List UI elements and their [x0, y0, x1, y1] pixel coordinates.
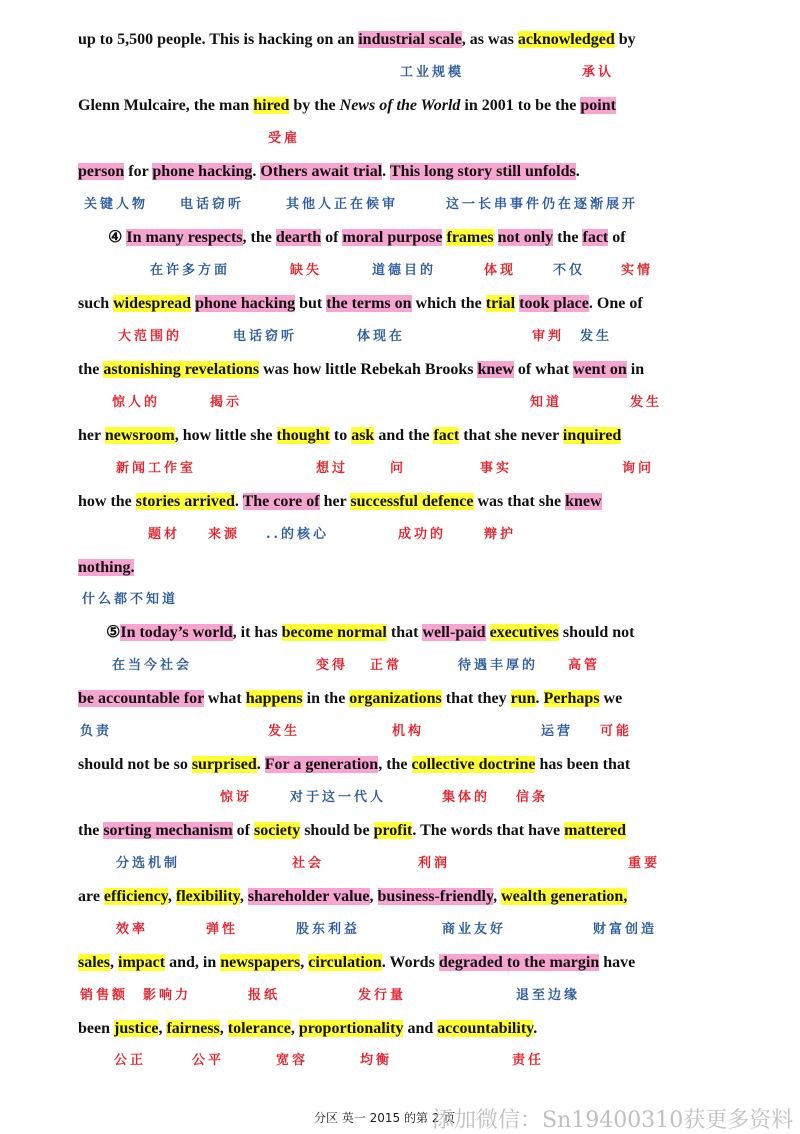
highlighted-phrase: degraded to the margin: [438, 954, 600, 971]
gloss-annotation: 惊人的: [112, 395, 161, 410]
gloss-annotation: 关键人物: [84, 197, 149, 212]
text-line: [78, 555, 778, 581]
gloss-annotation: 想过: [316, 461, 349, 476]
highlighted-phrase: took place: [519, 295, 589, 312]
gloss-annotation: 不仅: [553, 263, 586, 278]
gloss-annotation: 公正: [114, 1053, 147, 1068]
text-line: [78, 818, 778, 844]
text-run: ,: [493, 888, 502, 905]
highlighted-phrase: phone hacking: [195, 295, 296, 312]
highlighted-phrase: run: [510, 690, 536, 707]
gloss-annotation: 询问: [622, 461, 655, 476]
gloss-annotation: 影响力: [143, 988, 192, 1003]
highlighted-phrase: stories arrived: [135, 493, 235, 510]
gloss-annotation: 成功的: [398, 527, 447, 542]
text-run: .: [256, 756, 265, 773]
highlighted-phrase: trial: [485, 295, 516, 312]
text-run: in: [626, 361, 645, 378]
gloss-annotation: 可能: [600, 724, 633, 739]
gloss-annotation: 效率: [116, 922, 149, 937]
highlighted-phrase: In today’s world: [120, 624, 233, 641]
gloss-annotation: 在当今社会: [112, 658, 193, 673]
highlighted-phrase: wealth generation,: [501, 888, 628, 905]
gloss-annotation: ..的核心: [266, 527, 330, 542]
text-run: .: [382, 163, 390, 180]
text-run: ,: [369, 888, 378, 905]
text-line: [78, 93, 778, 119]
text-line: [78, 884, 778, 910]
gloss-annotation: 发生: [268, 724, 301, 739]
highlighted-phrase: mattered: [564, 822, 626, 839]
text-run: [486, 624, 490, 641]
text-run: the: [78, 822, 104, 839]
text-run: ,: [158, 1020, 167, 1037]
text-run: .: [252, 163, 261, 180]
gloss-annotation: 发生: [580, 329, 613, 344]
text-run: and, in: [165, 954, 221, 971]
highlighted-phrase: Perhaps: [543, 690, 600, 707]
text-run: ,: [167, 888, 176, 905]
highlighted-phrase: person: [78, 163, 125, 180]
text-run: . The words that have: [412, 822, 565, 839]
gloss-annotation: 这一长串事件仍在逐渐展开: [446, 197, 639, 212]
text-run: . One of: [588, 295, 643, 312]
text-run: , the: [378, 756, 412, 773]
text-run: ,: [219, 1020, 228, 1037]
gloss-annotation: 发生: [630, 395, 663, 410]
gloss-annotation: 待遇丰厚的: [458, 658, 539, 673]
highlighted-phrase: point: [580, 97, 616, 114]
text-run: ④: [108, 229, 127, 246]
highlighted-phrase: surprised: [191, 756, 257, 773]
text-line: [108, 225, 800, 251]
page-number-label: 分区 英一 2015 的第 2 页: [314, 1111, 456, 1125]
text-run: her: [319, 493, 351, 510]
gloss-annotation: 运营: [541, 724, 574, 739]
highlighted-phrase: The core of: [242, 493, 320, 510]
text-line: [78, 357, 778, 383]
text-run: . Words: [381, 954, 439, 971]
text-run: up to 5,500 people. This is hacking on an: [78, 31, 359, 48]
highlighted-phrase: went on: [573, 361, 627, 378]
gloss-annotation: 大范围的: [118, 329, 183, 344]
gloss-annotation: 实情: [621, 263, 654, 278]
text-run: and the: [374, 427, 434, 444]
highlighted-phrase: acknowledged: [517, 31, 615, 48]
text-run: that: [386, 624, 423, 641]
gloss-annotation: 来源: [208, 527, 241, 542]
text-run: ⑤: [106, 624, 121, 641]
highlighted-phrase: This long story still unfolds: [389, 163, 576, 180]
text-run: by the: [289, 97, 340, 114]
text-run: have: [599, 954, 636, 971]
text-run: such: [78, 295, 114, 312]
gloss-annotation: 知道: [530, 395, 563, 410]
highlighted-phrase: be accountable for: [78, 690, 204, 707]
text-run: was how little Rebekah Brooks: [259, 361, 478, 378]
text-run: , as was: [461, 31, 518, 48]
text-line: [78, 27, 778, 53]
highlighted-phrase: circulation: [308, 954, 382, 971]
highlighted-phrase: collective doctrine: [411, 756, 536, 773]
highlighted-phrase: dearth: [275, 229, 322, 246]
text-run: has been that: [535, 756, 631, 773]
highlighted-phrase: inquired: [562, 427, 622, 444]
watermark-text: 添加微信：Sn19400310获更多资料: [432, 1108, 794, 1133]
text-line: [78, 159, 778, 185]
gloss-annotation: 什么都不知道: [82, 592, 179, 607]
text-run: should not be so: [78, 756, 192, 773]
text-line: [78, 752, 778, 778]
text-line: [78, 686, 778, 712]
gloss-annotation: 销售额: [80, 988, 129, 1003]
highlighted-phrase: moral purpose: [342, 229, 443, 246]
highlighted-phrase: business-friendly: [377, 888, 494, 905]
highlighted-phrase: Others await trial: [260, 163, 383, 180]
text-run: should be: [300, 822, 374, 839]
text-run: ,: [239, 888, 248, 905]
highlighted-phrase: hired: [253, 97, 290, 114]
text-run: been: [78, 1020, 114, 1037]
highlighted-phrase: executives: [489, 624, 559, 641]
text-run: [494, 229, 498, 246]
text-run: how the: [78, 493, 136, 510]
highlighted-phrase: not only: [497, 229, 554, 246]
text-run: the: [78, 361, 104, 378]
gloss-annotation: 财富创造: [593, 922, 658, 937]
text-run: in the: [302, 690, 350, 707]
text-line: [78, 489, 778, 515]
gloss-annotation: 退至边缘: [516, 988, 581, 1003]
highlighted-phrase: well-paid: [422, 624, 486, 641]
highlighted-phrase: astonishing revelations: [103, 361, 260, 378]
gloss-annotation: 体现: [484, 263, 517, 278]
highlighted-phrase: newsroom: [104, 427, 175, 444]
highlighted-phrase: flexibility: [175, 888, 240, 905]
highlighted-phrase: the terms on: [326, 295, 412, 312]
text-run: .: [575, 163, 580, 180]
text-run: that they: [441, 690, 511, 707]
gloss-annotation: 变得: [316, 658, 349, 673]
text-run: of: [608, 229, 626, 246]
gloss-annotation: 集体的: [442, 790, 491, 805]
highlighted-phrase: nothing.: [78, 559, 135, 576]
gloss-annotation: 分选机制: [116, 856, 181, 871]
text-line: [78, 423, 778, 449]
gloss-annotation: 题材: [148, 527, 181, 542]
text-run: should not: [558, 624, 635, 641]
highlighted-phrase: knew: [477, 361, 514, 378]
text-run: .: [533, 1020, 538, 1037]
highlighted-phrase: fact: [433, 427, 460, 444]
gloss-annotation: 受雇: [268, 131, 301, 146]
gloss-annotation: 社会: [292, 856, 325, 871]
gloss-annotation: 审判: [532, 329, 565, 344]
text-run: which the: [411, 295, 486, 312]
text-run: the: [553, 229, 583, 246]
highlighted-phrase: become normal: [281, 624, 387, 641]
highlighted-phrase: justice: [114, 1020, 159, 1037]
highlighted-phrase: accountability: [437, 1020, 534, 1037]
text-line: [78, 291, 778, 317]
text-run: , the: [242, 229, 276, 246]
gloss-annotation: 商业友好: [442, 922, 507, 937]
gloss-annotation: 发行量: [358, 988, 407, 1003]
gloss-annotation: 承认: [582, 65, 615, 80]
highlighted-phrase: phone hacking: [152, 163, 253, 180]
highlighted-phrase: society: [253, 822, 301, 839]
text-line: [78, 1016, 778, 1042]
gloss-annotation: 宽容: [276, 1053, 309, 1068]
gloss-annotation: 利润: [418, 856, 451, 871]
highlighted-phrase: shareholder value: [247, 888, 370, 905]
highlighted-phrase: fact: [582, 229, 609, 246]
text-run: ,: [290, 1020, 299, 1037]
highlighted-phrase: widespread: [113, 295, 192, 312]
gloss-annotation: 报纸: [248, 988, 281, 1003]
text-run: and: [403, 1020, 438, 1037]
highlighted-phrase: frames: [446, 229, 494, 246]
text-run: , it has: [232, 624, 282, 641]
page-footer: [0, 1103, 800, 1133]
highlighted-phrase: proportionality: [298, 1020, 404, 1037]
text-run: was that she: [473, 493, 566, 510]
text-run: ,: [300, 954, 309, 971]
gloss-annotation: 道德目的: [372, 263, 437, 278]
gloss-annotation: 在许多方面: [150, 263, 231, 278]
gloss-annotation: 信条: [516, 790, 549, 805]
text-run: for: [124, 163, 153, 180]
highlighted-phrase: efficiency: [103, 888, 168, 905]
text-run: are: [78, 888, 104, 905]
highlighted-phrase: tolerance: [227, 1020, 291, 1037]
gloss-annotation: 负责: [80, 724, 113, 739]
gloss-annotation: 均衡: [360, 1053, 393, 1068]
highlighted-phrase: knew: [565, 493, 602, 510]
highlighted-phrase: ask: [351, 427, 375, 444]
gloss-annotation: 其他人正在候审: [286, 197, 399, 212]
gloss-annotation: 对于这一代人: [290, 790, 387, 805]
gloss-annotation: 电话窃听: [180, 197, 245, 212]
gloss-annotation: 责任: [512, 1053, 545, 1068]
gloss-annotation: 股东利益: [296, 922, 361, 937]
highlighted-phrase: sorting mechanism: [103, 822, 233, 839]
highlighted-phrase: impact: [118, 954, 166, 971]
gloss-annotation: 揭示: [210, 395, 243, 410]
text-run: we: [599, 690, 623, 707]
text-run: , how little she: [174, 427, 277, 444]
text-run: by: [614, 31, 636, 48]
text-run: News of the World: [339, 97, 461, 114]
highlighted-phrase: profit: [373, 822, 413, 839]
gloss-annotation: 正常: [370, 658, 403, 673]
gloss-annotation: 公平: [192, 1053, 225, 1068]
highlighted-phrase: successful defence: [350, 493, 474, 510]
gloss-annotation: 惊讶: [220, 790, 253, 805]
highlighted-phrase: sales: [78, 954, 110, 971]
text-run: her: [78, 427, 105, 444]
text-run: that she never: [459, 427, 563, 444]
text-run: but: [295, 295, 327, 312]
text-run: in 2001 to be the: [460, 97, 581, 114]
highlighted-phrase: industrial scale: [358, 31, 462, 48]
text-line: [106, 620, 800, 646]
text-run: of what: [513, 361, 574, 378]
gloss-annotation: 体现在: [357, 329, 406, 344]
highlighted-phrase: In many respects: [126, 229, 243, 246]
text-run: ,: [110, 954, 118, 971]
highlighted-phrase: fairness: [166, 1020, 220, 1037]
gloss-annotation: 重要: [628, 856, 661, 871]
gloss-annotation: 机构: [392, 724, 425, 739]
text-run: of: [321, 229, 343, 246]
text-line: [78, 950, 778, 976]
gloss-annotation: 工业规模: [400, 65, 465, 80]
text-run: what: [203, 690, 246, 707]
gloss-annotation: 电话窃听: [233, 329, 298, 344]
gloss-annotation: 事实: [480, 461, 513, 476]
gloss-annotation: 高管: [568, 658, 601, 673]
gloss-annotation: 问: [390, 461, 407, 476]
gloss-annotation: 缺失: [290, 263, 323, 278]
text-run: to: [329, 427, 352, 444]
text-run: .: [535, 690, 544, 707]
gloss-annotation: 新闻工作室: [116, 461, 197, 476]
text-run: of: [232, 822, 254, 839]
highlighted-phrase: thought: [276, 427, 330, 444]
text-run: Glenn Mulcaire, the man: [78, 97, 254, 114]
highlighted-phrase: newspapers: [220, 954, 301, 971]
highlighted-phrase: For a generation: [264, 756, 379, 773]
highlighted-phrase: happens: [245, 690, 303, 707]
gloss-annotation: 辩护: [484, 527, 517, 542]
highlighted-phrase: organizations: [349, 690, 442, 707]
gloss-annotation: 弹性: [206, 922, 239, 937]
text-run: .: [234, 493, 243, 510]
